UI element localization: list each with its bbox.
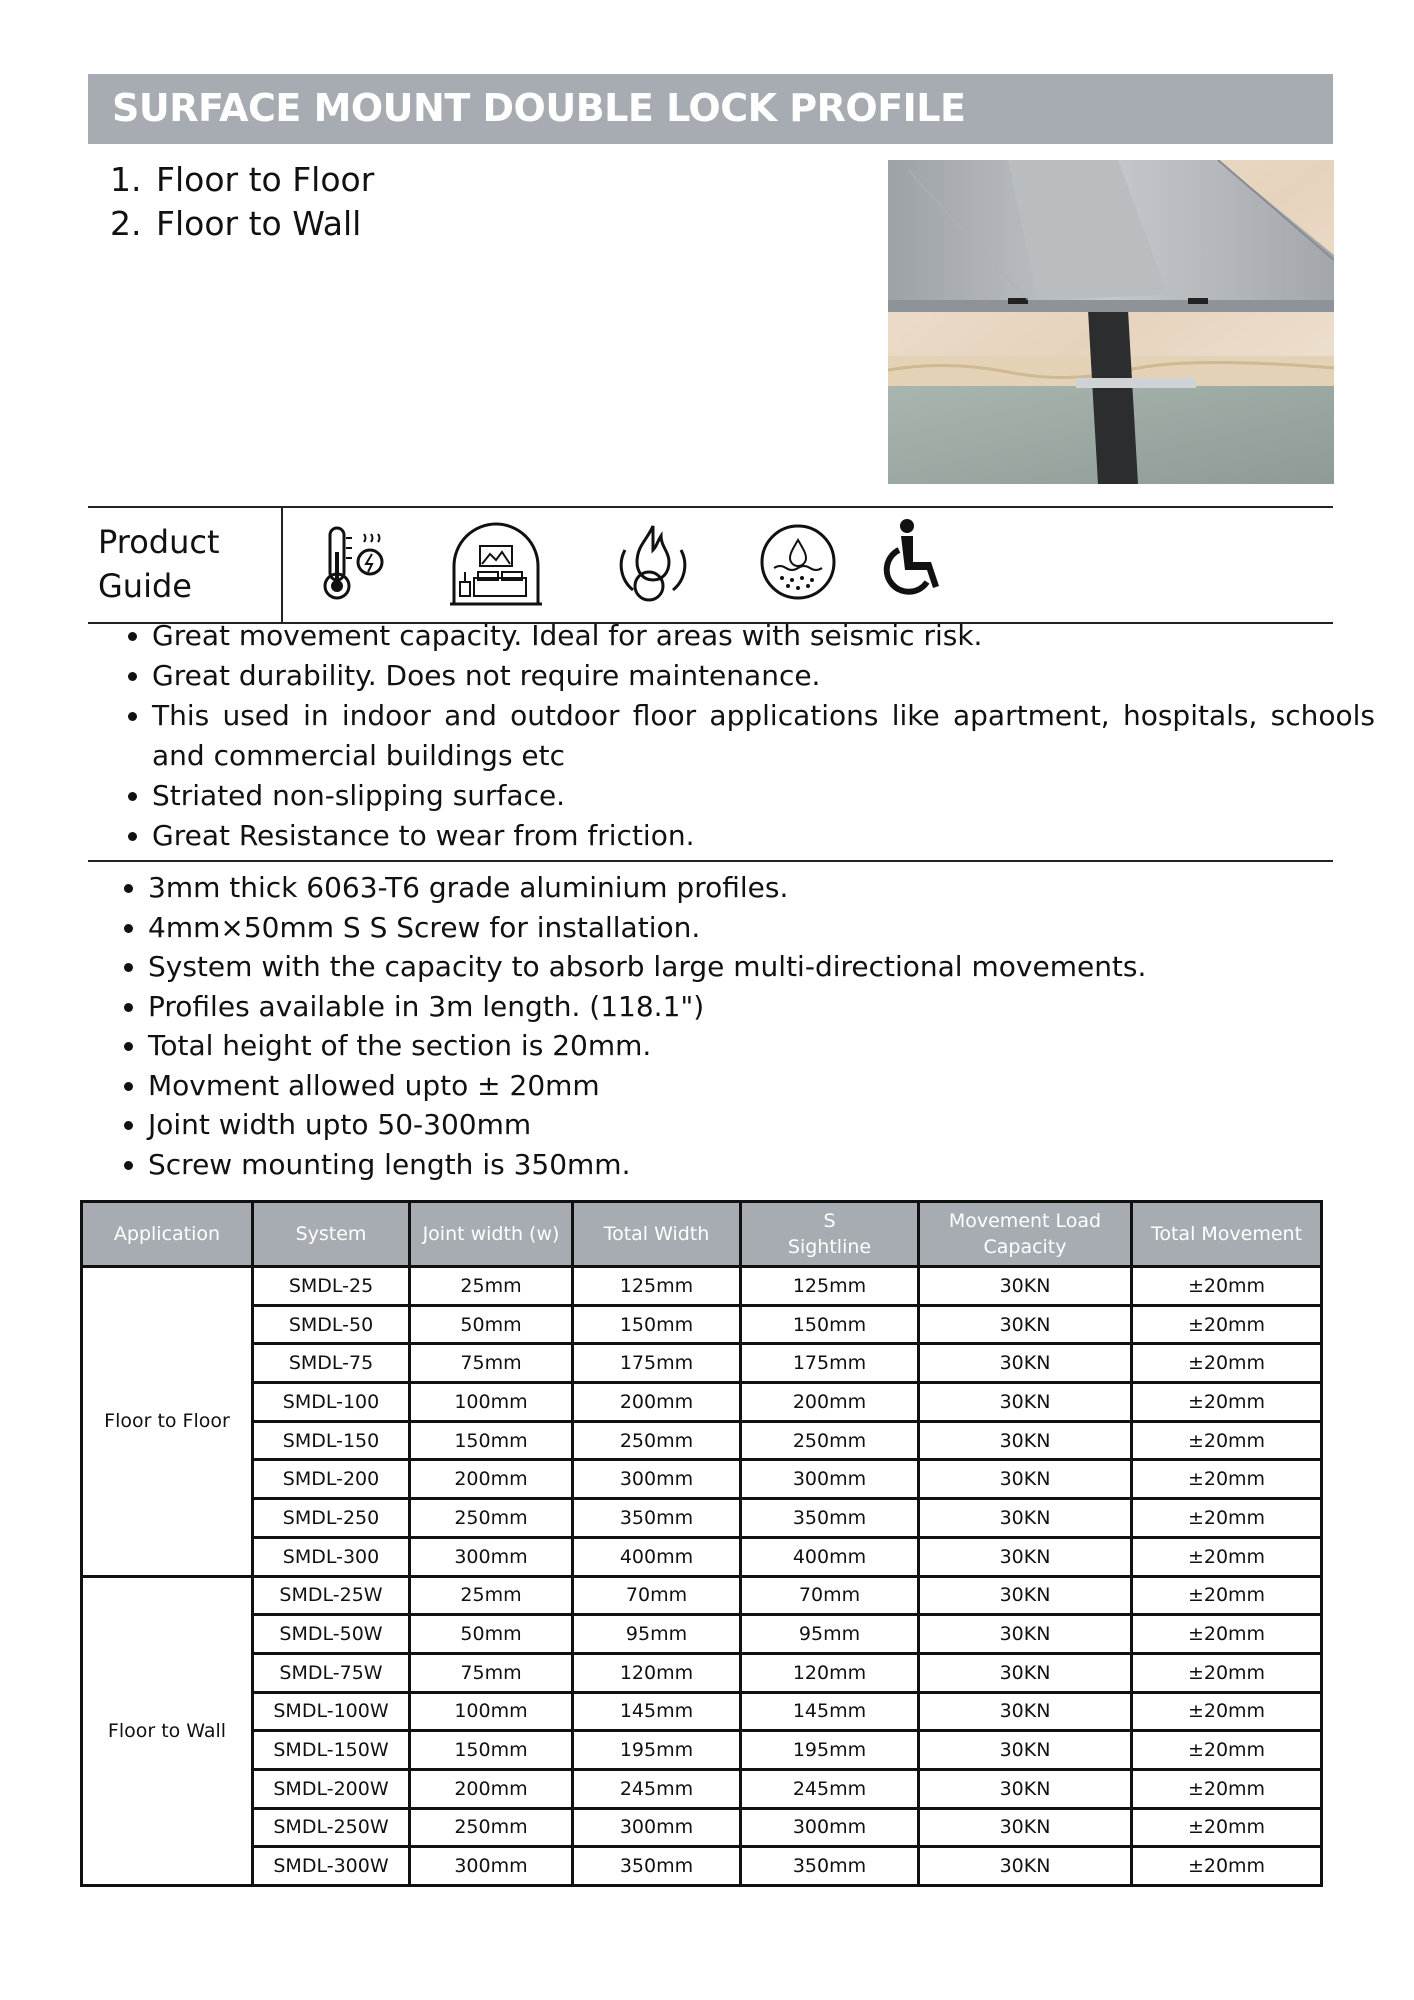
sightline-cell: 200mm xyxy=(741,1383,919,1422)
total-movement-cell: ±20mm xyxy=(1132,1615,1322,1654)
joint-width-cell: 150mm xyxy=(410,1731,573,1770)
total-width-cell: 300mm xyxy=(573,1808,741,1847)
total-width-cell: 200mm xyxy=(573,1383,741,1422)
list-item: • Joint width upto 50-300mm xyxy=(148,1105,1371,1145)
joint-width-cell: 150mm xyxy=(410,1421,573,1460)
list-item: • 3mm thick 6063-T6 grade aluminium profiles. xyxy=(148,868,1371,908)
table-row xyxy=(82,1383,1322,1422)
table-header-row xyxy=(82,1202,1322,1267)
system-cell: SMDL-150 xyxy=(253,1421,410,1460)
total-width-cell: 150mm xyxy=(573,1305,741,1344)
system-cell: SMDL-75W xyxy=(253,1653,410,1692)
total-movement-cell: ±20mm xyxy=(1132,1499,1322,1538)
list-item: • This used in indoor and outdoor floor applications like apartment, hospitals, schools and commercial buildings etc xyxy=(152,696,1375,776)
wheelchair-icon xyxy=(883,518,947,608)
total-width-cell: 195mm xyxy=(573,1731,741,1770)
list-item: • System with the capacity to absorb large multi-directional movements. xyxy=(148,947,1371,987)
load-capacity-cell: 30KN xyxy=(919,1383,1132,1422)
sightline-cell: 245mm xyxy=(741,1769,919,1808)
application-cell: Floor to Wall xyxy=(82,1576,253,1886)
total-width-cell: 125mm xyxy=(573,1267,741,1306)
load-capacity-cell: 30KN xyxy=(919,1576,1132,1615)
joint-width-cell: 50mm xyxy=(410,1305,573,1344)
system-cell: SMDL-300 xyxy=(253,1537,410,1576)
table-row xyxy=(82,1653,1322,1692)
sightline-cell: 120mm xyxy=(741,1653,919,1692)
header-sightline xyxy=(741,1202,919,1267)
sightline-cell: 400mm xyxy=(741,1537,919,1576)
title-banner xyxy=(88,74,1333,144)
table-row xyxy=(82,1537,1322,1576)
sightline-cell: 250mm xyxy=(741,1421,919,1460)
load-capacity-cell: 30KN xyxy=(919,1499,1132,1538)
load-capacity-cell: 30KN xyxy=(919,1692,1132,1731)
double-lock-profile-photo xyxy=(888,160,1334,484)
joint-width-cell: 25mm xyxy=(410,1267,573,1306)
header-sightline-line2: Sightline xyxy=(787,1236,872,1258)
profile-illustration xyxy=(888,160,1334,484)
system-cell: SMDL-200W xyxy=(253,1769,410,1808)
total-movement-cell: ±20mm xyxy=(1132,1692,1322,1731)
sightline-cell: 175mm xyxy=(741,1344,919,1383)
total-width-cell: 350mm xyxy=(573,1499,741,1538)
thermometer-fire-icon xyxy=(316,522,388,608)
bedroom-icon xyxy=(448,520,544,614)
system-cell: SMDL-300W xyxy=(253,1847,410,1886)
table-row xyxy=(82,1305,1322,1344)
header-application: Application xyxy=(82,1202,253,1267)
total-movement-cell: ±20mm xyxy=(1132,1731,1322,1770)
joint-width-cell: 75mm xyxy=(410,1653,573,1692)
load-capacity-cell: 30KN xyxy=(919,1808,1132,1847)
table-row xyxy=(82,1460,1322,1499)
sightline-cell: 300mm xyxy=(741,1460,919,1499)
total-movement-cell: ±20mm xyxy=(1132,1460,1322,1499)
total-width-cell: 70mm xyxy=(573,1576,741,1615)
joint-width-cell: 300mm xyxy=(410,1847,573,1886)
table-row xyxy=(82,1847,1322,1886)
application-cell: Floor to Floor xyxy=(82,1267,253,1577)
header-load-capacity xyxy=(919,1202,1132,1267)
total-width-cell: 250mm xyxy=(573,1421,741,1460)
total-movement-cell: ±20mm xyxy=(1132,1769,1322,1808)
load-capacity-cell: 30KN xyxy=(919,1267,1132,1306)
system-cell: SMDL-200 xyxy=(253,1460,410,1499)
system-cell: SMDL-250 xyxy=(253,1499,410,1538)
list-item: • Great movement capacity. Ideal for areas with seismic risk. xyxy=(152,616,1375,656)
list-item: • Great Resistance to wear from friction. xyxy=(152,816,1375,856)
system-cell: SMDL-75 xyxy=(253,1344,410,1383)
joint-width-cell: 250mm xyxy=(410,1499,573,1538)
table-row xyxy=(82,1731,1322,1770)
total-movement-cell: ±20mm xyxy=(1132,1305,1322,1344)
list-item: • Striated non-slipping surface. xyxy=(152,776,1375,816)
product-guide-label-line: Guide xyxy=(98,567,192,605)
joint-width-cell: 250mm xyxy=(410,1808,573,1847)
header-load-line2: Capacity xyxy=(983,1236,1067,1258)
list-item: • Great durability. Does not require maintenance. xyxy=(152,656,1375,696)
total-width-cell: 120mm xyxy=(573,1653,741,1692)
joint-width-cell: 25mm xyxy=(410,1576,573,1615)
guide-separator xyxy=(281,508,283,622)
table-body xyxy=(82,1267,1322,1886)
application-list xyxy=(110,158,374,246)
product-guide-label-line: Product xyxy=(98,523,220,561)
total-movement-cell: ±20mm xyxy=(1132,1576,1322,1615)
system-cell: SMDL-250W xyxy=(253,1808,410,1847)
table-row xyxy=(82,1499,1322,1538)
specification-table xyxy=(80,1200,1323,1887)
system-cell: SMDL-100W xyxy=(253,1692,410,1731)
product-guide xyxy=(88,506,1333,624)
fire-resistance-icon xyxy=(613,520,693,608)
sightline-cell: 70mm xyxy=(741,1576,919,1615)
joint-width-cell: 200mm xyxy=(410,1460,573,1499)
sightline-cell: 350mm xyxy=(741,1499,919,1538)
list-item: • Movment allowed upto ± 20mm xyxy=(148,1066,1371,1106)
feature-list xyxy=(110,616,1375,856)
total-width-cell: 145mm xyxy=(573,1692,741,1731)
table-row xyxy=(82,1808,1322,1847)
total-movement-cell: ±20mm xyxy=(1132,1537,1322,1576)
total-movement-cell: ±20mm xyxy=(1132,1653,1322,1692)
total-movement-cell: ±20mm xyxy=(1132,1383,1322,1422)
total-width-cell: 175mm xyxy=(573,1344,741,1383)
sightline-cell: 95mm xyxy=(741,1615,919,1654)
list-item: • Total height of the section is 20mm. xyxy=(148,1026,1371,1066)
header-system: System xyxy=(253,1202,410,1267)
section-divider xyxy=(88,860,1333,862)
sightline-cell: 145mm xyxy=(741,1692,919,1731)
specification-list xyxy=(110,868,1371,1184)
table-row xyxy=(82,1267,1322,1306)
load-capacity-cell: 30KN xyxy=(919,1615,1132,1654)
load-capacity-cell: 30KN xyxy=(919,1460,1132,1499)
table-row xyxy=(82,1344,1322,1383)
table-row xyxy=(82,1615,1322,1654)
list-item: 2. Floor to Wall xyxy=(152,202,374,246)
product-guide-label xyxy=(98,520,268,608)
table-row xyxy=(82,1692,1322,1731)
total-movement-cell: ±20mm xyxy=(1132,1421,1322,1460)
total-movement-cell: ±20mm xyxy=(1132,1267,1322,1306)
header-total-width: Total Width xyxy=(573,1202,741,1267)
list-item: 1. Floor to Floor xyxy=(152,158,374,202)
joint-width-cell: 200mm xyxy=(410,1769,573,1808)
joint-width-cell: 75mm xyxy=(410,1344,573,1383)
total-width-cell: 350mm xyxy=(573,1847,741,1886)
list-item: • Screw mounting length is 350mm. xyxy=(148,1145,1371,1185)
sightline-cell: 125mm xyxy=(741,1267,919,1306)
load-capacity-cell: 30KN xyxy=(919,1653,1132,1692)
load-capacity-cell: 30KN xyxy=(919,1537,1132,1576)
load-capacity-cell: 30KN xyxy=(919,1305,1132,1344)
system-cell: SMDL-100 xyxy=(253,1383,410,1422)
joint-width-cell: 100mm xyxy=(410,1383,573,1422)
joint-width-cell: 50mm xyxy=(410,1615,573,1654)
system-cell: SMDL-25W xyxy=(253,1576,410,1615)
sightline-cell: 300mm xyxy=(741,1808,919,1847)
system-cell: SMDL-25 xyxy=(253,1267,410,1306)
header-total-movement: Total Movement xyxy=(1132,1202,1322,1267)
table-row xyxy=(82,1769,1322,1808)
header-load-line1: Movement Load xyxy=(948,1210,1102,1232)
joint-width-cell: 300mm xyxy=(410,1537,573,1576)
water-resistance-icon xyxy=(756,520,840,608)
table-row xyxy=(82,1421,1322,1460)
total-width-cell: 245mm xyxy=(573,1769,741,1808)
system-cell: SMDL-50 xyxy=(253,1305,410,1344)
header-joint-width: Joint width (w) xyxy=(410,1202,573,1267)
total-width-cell: 95mm xyxy=(573,1615,741,1654)
header-sightline-line1: S xyxy=(823,1210,836,1232)
joint-width-cell: 100mm xyxy=(410,1692,573,1731)
list-item: • 4mm×50mm S S Screw for installation. xyxy=(148,908,1371,948)
load-capacity-cell: 30KN xyxy=(919,1847,1132,1886)
list-item: • Profiles available in 3m length. (118.1") xyxy=(148,987,1371,1027)
sightline-cell: 195mm xyxy=(741,1731,919,1770)
total-width-cell: 300mm xyxy=(573,1460,741,1499)
sightline-cell: 350mm xyxy=(741,1847,919,1886)
load-capacity-cell: 30KN xyxy=(919,1344,1132,1383)
total-movement-cell: ±20mm xyxy=(1132,1808,1322,1847)
system-cell: SMDL-50W xyxy=(253,1615,410,1654)
load-capacity-cell: 30KN xyxy=(919,1731,1132,1770)
sightline-cell: 150mm xyxy=(741,1305,919,1344)
total-width-cell: 400mm xyxy=(573,1537,741,1576)
total-movement-cell: ±20mm xyxy=(1132,1344,1322,1383)
total-movement-cell: ±20mm xyxy=(1132,1847,1322,1886)
table-row xyxy=(82,1576,1322,1615)
load-capacity-cell: 30KN xyxy=(919,1421,1132,1460)
load-capacity-cell: 30KN xyxy=(919,1769,1132,1808)
system-cell: SMDL-150W xyxy=(253,1731,410,1770)
page-title: SURFACE MOUNT DOUBLE LOCK PROFILE xyxy=(112,86,966,130)
